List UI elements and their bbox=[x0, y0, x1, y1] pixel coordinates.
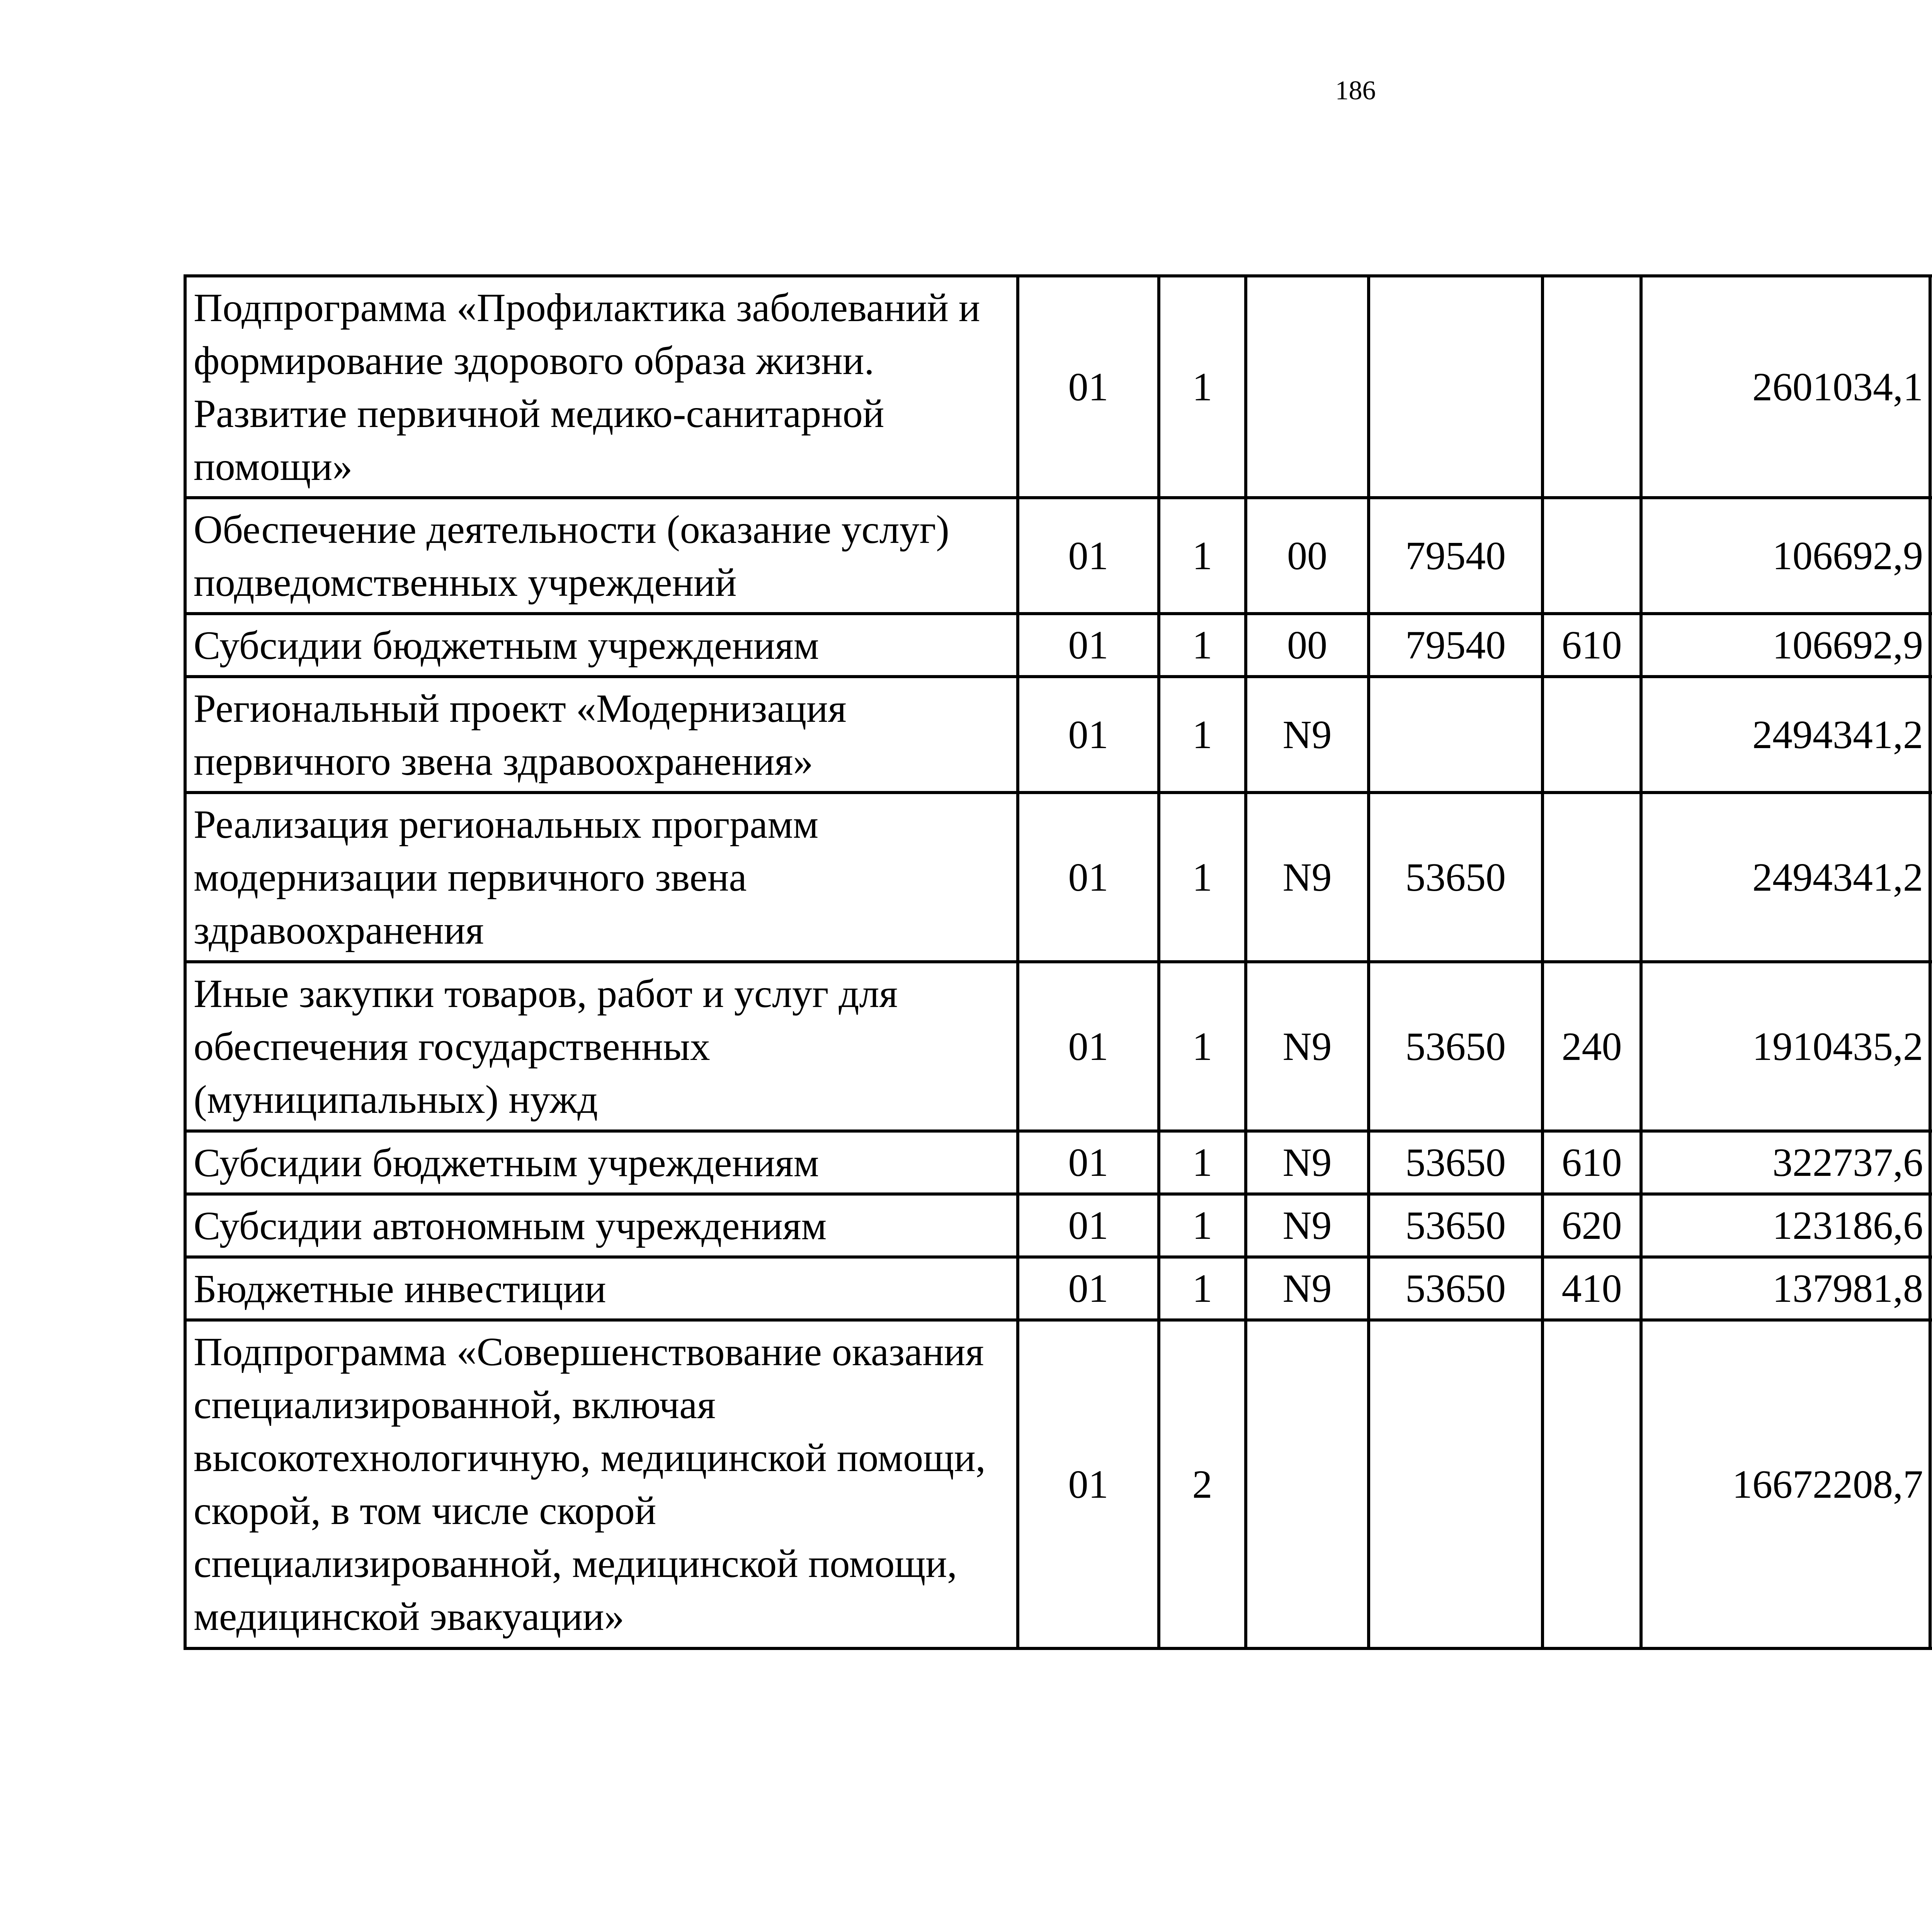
cell-sum-1: 106692,9 bbox=[1641, 498, 1930, 614]
table-row bbox=[185, 498, 1932, 614]
cell-sum-1: 16672208,7 bbox=[1641, 1320, 1930, 1648]
cell-sum-1: 106692,9 bbox=[1641, 614, 1930, 677]
table-row bbox=[185, 276, 1932, 498]
cell-program-code: 00 bbox=[1246, 614, 1369, 677]
cell-program-code bbox=[1246, 1320, 1369, 1648]
cell-section: 01 bbox=[1018, 1194, 1159, 1257]
cell-subprogram: 2 bbox=[1159, 1320, 1246, 1648]
cell-subprogram: 1 bbox=[1159, 962, 1246, 1131]
cell-program-code bbox=[1246, 276, 1369, 498]
cell-sum-1: 137981,8 bbox=[1641, 1257, 1930, 1320]
cell-sum-2 bbox=[1930, 614, 1932, 677]
cell-subprogram: 1 bbox=[1159, 677, 1246, 793]
cell-program-code: N9 bbox=[1246, 677, 1369, 793]
table-row bbox=[185, 614, 1932, 677]
budget-table bbox=[184, 274, 1932, 1650]
cell-section: 01 bbox=[1018, 1257, 1159, 1320]
page-number: 186 bbox=[1335, 76, 1376, 105]
cell-target-code: 53650 bbox=[1369, 793, 1543, 962]
table-row bbox=[185, 962, 1932, 1131]
cell-sum-2 bbox=[1930, 962, 1932, 1131]
cell-sum-1: 2601034,1 bbox=[1641, 276, 1930, 498]
row-name: Реализация региональных программ модернизации первичного звена здравоохранения bbox=[185, 793, 1018, 962]
cell-sum-2 bbox=[1930, 276, 1932, 498]
cell-expense-type bbox=[1543, 677, 1641, 793]
table-row bbox=[185, 1257, 1932, 1320]
cell-sum-1: 322737,6 bbox=[1641, 1131, 1930, 1194]
cell-section: 01 bbox=[1018, 1320, 1159, 1648]
cell-subprogram: 1 bbox=[1159, 1194, 1246, 1257]
cell-expense-type bbox=[1543, 793, 1641, 962]
cell-target-code: 53650 bbox=[1369, 962, 1543, 1131]
row-name: Бюджетные инвестиции bbox=[185, 1257, 1018, 1320]
cell-program-code: N9 bbox=[1246, 1257, 1369, 1320]
cell-expense-type: 610 bbox=[1543, 1131, 1641, 1194]
cell-section: 01 bbox=[1018, 962, 1159, 1131]
cell-sum-2 bbox=[1930, 1320, 1932, 1648]
cell-subprogram: 1 bbox=[1159, 276, 1246, 498]
cell-expense-type: 240 bbox=[1543, 962, 1641, 1131]
cell-target-code bbox=[1369, 677, 1543, 793]
cell-expense-type: 620 bbox=[1543, 1194, 1641, 1257]
row-name: Обеспечение деятельности (оказание услуг) подведомственных учреждений bbox=[185, 498, 1018, 614]
row-name: Иные закупки товаров, работ и услуг для обеспечения государственных (муниципальных) нужд bbox=[185, 962, 1018, 1131]
cell-sum-1: 2494341,2 bbox=[1641, 677, 1930, 793]
cell-sum-2 bbox=[1930, 498, 1932, 614]
cell-sum-1: 2494341,2 bbox=[1641, 793, 1930, 962]
table-row bbox=[185, 1194, 1932, 1257]
cell-sum-2 bbox=[1930, 677, 1932, 793]
cell-subprogram: 1 bbox=[1159, 614, 1246, 677]
cell-expense-type: 610 bbox=[1543, 614, 1641, 677]
table-row bbox=[185, 1320, 1932, 1648]
cell-section: 01 bbox=[1018, 498, 1159, 614]
cell-expense-type bbox=[1543, 276, 1641, 498]
cell-target-code: 79540 bbox=[1369, 614, 1543, 677]
cell-sum-2 bbox=[1930, 1194, 1932, 1257]
table-row bbox=[185, 1131, 1932, 1194]
cell-program-code: N9 bbox=[1246, 962, 1369, 1131]
cell-target-code: 53650 bbox=[1369, 1194, 1543, 1257]
cell-subprogram: 1 bbox=[1159, 1131, 1246, 1194]
row-name: Субсидии бюджетным учреждениям bbox=[185, 1131, 1018, 1194]
cell-target-code bbox=[1369, 1320, 1543, 1648]
cell-sum-2 bbox=[1930, 1131, 1932, 1194]
cell-section: 01 bbox=[1018, 614, 1159, 677]
cell-target-code: 79540 bbox=[1369, 498, 1543, 614]
row-name: Субсидии автономным учреждениям bbox=[185, 1194, 1018, 1257]
cell-section: 01 bbox=[1018, 276, 1159, 498]
table-row bbox=[185, 677, 1932, 793]
cell-expense-type bbox=[1543, 498, 1641, 614]
cell-program-code: N9 bbox=[1246, 1194, 1369, 1257]
cell-sum-1: 1910435,2 bbox=[1641, 962, 1930, 1131]
cell-section: 01 bbox=[1018, 1131, 1159, 1194]
cell-target-code: 53650 bbox=[1369, 1131, 1543, 1194]
cell-target-code: 53650 bbox=[1369, 1257, 1543, 1320]
cell-program-code: N9 bbox=[1246, 793, 1369, 962]
row-name: Подпрограмма «Профилактика заболеваний и формирование здорового образа жизни. Развитие первичной медико-санитарной помощи» bbox=[185, 276, 1018, 498]
cell-sum-1: 123186,6 bbox=[1641, 1194, 1930, 1257]
cell-sum-2 bbox=[1930, 793, 1932, 962]
cell-program-code: 00 bbox=[1246, 498, 1369, 614]
cell-program-code: N9 bbox=[1246, 1131, 1369, 1194]
cell-expense-type: 410 bbox=[1543, 1257, 1641, 1320]
table-row bbox=[185, 793, 1932, 962]
cell-section: 01 bbox=[1018, 677, 1159, 793]
cell-subprogram: 1 bbox=[1159, 498, 1246, 614]
cell-subprogram: 1 bbox=[1159, 793, 1246, 962]
cell-target-code bbox=[1369, 276, 1543, 498]
cell-sum-2 bbox=[1930, 1257, 1932, 1320]
row-name: Подпрограмма «Совершенствование оказания специализированной, включая высокотехнологичную, медицинской помощи, скорой, в том числе скорой специализированной, медицинской помощи, медицинской эвакуации» bbox=[185, 1320, 1018, 1648]
row-name: Субсидии бюджетным учреждениям bbox=[185, 614, 1018, 677]
cell-section: 01 bbox=[1018, 793, 1159, 962]
cell-expense-type bbox=[1543, 1320, 1641, 1648]
row-name: Региональный проект «Модернизация первичного звена здравоохранения» bbox=[185, 677, 1018, 793]
cell-subprogram: 1 bbox=[1159, 1257, 1246, 1320]
